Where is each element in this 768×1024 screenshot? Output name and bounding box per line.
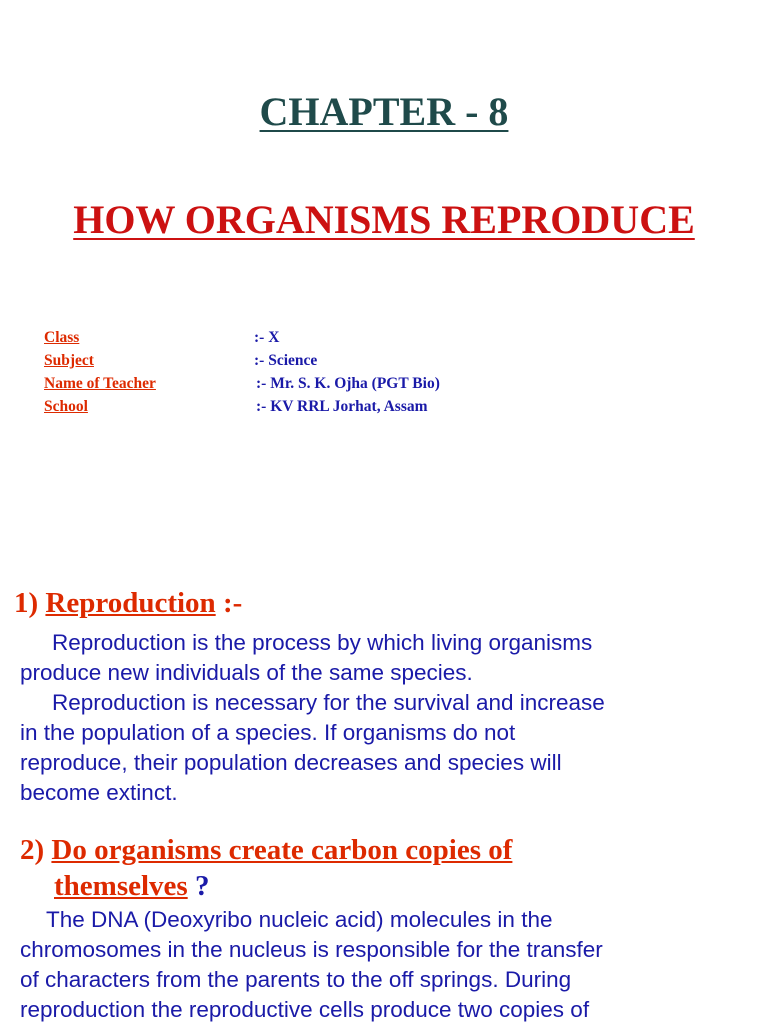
- info-block: [44, 326, 440, 418]
- section-suffix: :-: [215, 587, 243, 619]
- info-row-subject: [44, 349, 440, 372]
- paragraph-line: become extinct.: [20, 780, 178, 805]
- question-mark: ?: [187, 870, 210, 902]
- paragraph-line: produce new individuals of the same species.: [20, 660, 473, 685]
- chapter-title: CHAPTER - 8: [259, 89, 509, 134]
- section-2-heading: [20, 832, 512, 868]
- info-row-school: [44, 395, 440, 418]
- section-title-continued: themselves: [54, 870, 188, 902]
- info-key: Name of Teacher: [44, 375, 156, 392]
- info-value: :- Mr. S. K. Ojha (PGT Bio): [256, 375, 440, 392]
- paragraph-line: in the population of a species. If organisms do not: [20, 720, 516, 745]
- section-title: Do organisms create carbon copies of: [51, 834, 513, 866]
- paragraph-line: Reproduction is the process by which living organisms: [52, 630, 593, 655]
- info-value: :- KV RRL Jorhat, Assam: [256, 398, 428, 415]
- paragraph-line: The DNA (Deoxyribo nucleic acid) molecules in the: [46, 907, 553, 932]
- paragraph-line: chromosomes in the nucleus is responsible for the transfer: [20, 937, 603, 962]
- info-row-teacher: [44, 372, 440, 395]
- paragraph-line: reproduce, their population decreases and species will: [20, 750, 562, 775]
- main-title: HOW ORGANISMS REPRODUCE: [73, 197, 695, 242]
- info-value: :- X: [254, 329, 280, 346]
- section-title: Reproduction: [45, 587, 216, 619]
- info-row-class: [44, 326, 440, 349]
- paragraph-line: of characters from the parents to the off springs. During: [20, 967, 572, 992]
- section-2-heading-line2: [54, 868, 209, 904]
- info-key: Subject: [44, 352, 94, 369]
- info-key: Class: [44, 329, 80, 346]
- section-1-paragraph: [20, 628, 750, 808]
- section-1-heading: [14, 585, 242, 621]
- info-key: School: [44, 398, 88, 415]
- section-2-paragraph: [20, 905, 750, 1024]
- section-number: 2): [20, 834, 52, 866]
- section-number: 1): [14, 587, 46, 619]
- paragraph-line: Reproduction is necessary for the survival and increase: [52, 690, 605, 715]
- paragraph-line: reproduction the reproductive cells produce two copies of: [20, 997, 590, 1022]
- info-value: :- Science: [254, 352, 318, 369]
